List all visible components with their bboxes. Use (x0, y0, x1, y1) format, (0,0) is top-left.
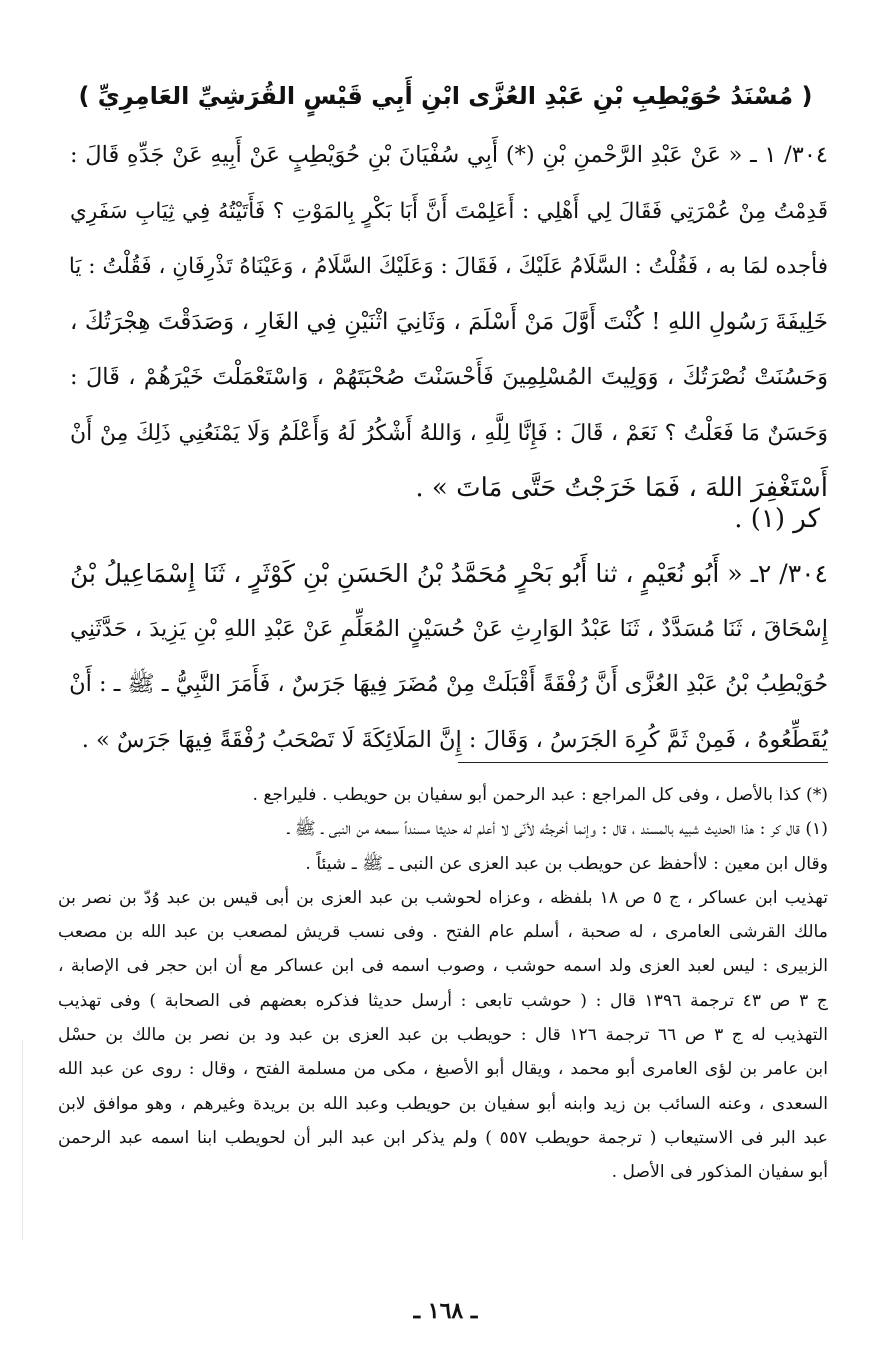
footnote-line: (*) كذا بالأصل ، وفى كل المراجع : عبد الرحمن أبو سفيان بن حويطب . فليراجع . (252, 785, 828, 805)
footnote-line: ج ٣ ص ٤٣ ترجمة ١٣٩٦ قال : ( حوشب تابعى : أرسل حديثا فذكره بعضهم فى الصحابة ) وفى تهذيب (58, 990, 828, 1011)
hadith-1-line: خَلِيفَةَ رَسُولِ اللهِ ! كُنْتَ أَوَّلَ مَنْ أَسْلَمَ ، وَثَانِيَ اثْنَيْنِ فِي الغَارِ ، وَصَدَقْتَ هِجْرَتُكَ ، (70, 308, 828, 335)
footnote-line: الزبيرى : ليس لعبد العزى ولد اسمه حوشب ، وصوب اسمه فى ابن عساكر مع أن ابن حجر فى الإصابة ، (58, 956, 828, 977)
footnote-divider (458, 762, 828, 763)
hadith-1-line: قَدِمْتُ مِنْ عُمْرَتِي فَقَالَ لِي أَهْلِي : أَعَلِمْتَ أَنَّ أَبَا بَكْرٍ بِالمَوْتِ ؟ فَأَتَيْتُهُ فِي ثِيَابِ سَفَرِي (70, 198, 828, 224)
footnote-line: السعدى ، وعنه السائب بن زيد وابنه أبو سفيان بن حويطب وعبد الله بن بريدة وغيرهم ، وهو موافق لابن (58, 1093, 828, 1114)
hadith-2-line: إِسْحَاقَ ، ثَنَا مُسَدَّدٌ ، ثَنَا عَبْدُ الوَارِثِ عَنْ حُسَيْنٍ المُعَلِّمِ عَنْ عَبْدِ اللهِ بْنِ يَزِيدَ ، حَدَّثَنِي (70, 615, 828, 642)
hadith-1-line: وَحَسُنَتْ نُصْرَتُكَ ، وَوَلِيتَ المُسْلِمِينَ فَأَحْسَنْتَ صُحْبَتَهُمْ ، وَاسْتَعْمَلْتَ خَيْرَهُمْ ، قَالَ : (70, 364, 828, 390)
hadith-1-line: ٣٠٤/ ١ ـ « عَنْ عَبْدِ الرَّحْمنِ بْنِ (*) أَبِي سُفْيَانَ بْنِ حُوَيْطِبٍ عَنْ أَبِيهِ عَنْ جَدِّهِ قَالَ : (70, 142, 828, 168)
footnote-line: مالك القرشى العامرى ، له صحبة ، أسلم عام الفتح . وفى نسب قريش لمصعب بن عبد الله بن مصعب (58, 922, 828, 943)
hadith-1-line: فأجده لمَا به ، فَقُلْتُ : السَّلَامُ عَلَيْكَ ، فَقَالَ : وَعَلَيْكَ السَّلَامُ ، وَعَيْنَاهُ تَذْرِفَانِ ، فَقُلْتُ : يَا (68, 254, 828, 279)
footnote-line: أبو سفيان المذكور فى الأصل . (611, 1162, 828, 1183)
footnote-line: (١) قال كر : هذا الحديث شبيه بالمسند ، قال : وإنما أخرجتُه لأنّى لا أعلم له حديثا مسنداً سمعه من النبى ـ ﷺ ـ (287, 819, 828, 840)
footnotes (58, 778, 828, 1190)
footnote-line: تهذيب ابن عساكر ، ج ٥ ص ١٨ بلفظه ، وعزاه لحوشب بن عبد العزى بن أبى قيس بن عبد وُدّ بن نصر بن (58, 887, 828, 908)
hadith-2-line: ٣٠٤/ ٢ـ « أَبُو نُعَيْمٍ ، ثنا أَبُو بَحْرٍ مُحَمَّدُ بْنُ الحَسَنِ بْنِ كَوْثَرٍ ، ثَنَا إِسْمَاعِيلُ بْنُ (69, 559, 828, 588)
footnote-line: وقال ابن معين : لاأحفظ عن حويطب بن عبد العزى عن النبى ـ ﷺ ـ شيئاً . (305, 853, 828, 874)
hadith-1 (70, 128, 828, 517)
scan-margin-shadow (22, 1040, 23, 1240)
footnote-line: التهذيب له ج ٣ ص ٦٦ ترجمة ١٢٦ قال : حويطب بن عبد العزى بن عبد ود بن نصر بن مالك بن حسْل (58, 1025, 828, 1046)
hadith-1-source-ref (70, 494, 828, 544)
source-ref-text: كر (١) . (734, 504, 820, 534)
section-heading: ( مُسْنَدُ حُوَيْطِبِ بْنِ عَبْدِ العُزَّى ابْنِ أَبِي قَيْسٍ القُرَشِيِّ العَامِرِيِّ ) (78, 82, 813, 110)
hadith-1-line: أَسْتَغْفِرَ اللهَ ، فَمَا خَرَجْتُ حَتَّى مَاتَ » . (415, 473, 828, 503)
page-number: ـ ١٦٨ ـ (413, 1298, 478, 1324)
hadith-1-line: وَحَسَنٌ مَا فَعَلْتُ ؟ نَعَمْ ، قَالَ : فَإِنَّا لِلَّهِ ، وَاللهُ أَشْكُرُ لَهُ وَأَعْلَمُ وَلَا يَمْنَعُنِي ذَلِكَ مِنْ أَنْ (70, 420, 828, 446)
hadith-2-line: حُوَيْطِبُ بْنُ عَبْدِ العُزَّى أَنَّ رُفْقَةً أَقْبَلَتْ مِنْ مُضَرَ فِيهَا جَرَسٌ ، فَأَمَرَ النَّبِيُّ ـ ﷺ ـ : أَنْ (69, 671, 828, 697)
footnote-line: عبد البر فى الاستيعاب ( ترجمة حويطب ٥٥٧ ) ولم يذكر ابن عبد البر أن لحويطب ابنا اسمه عبد الرحمن (58, 1127, 828, 1148)
hadith-2 (70, 546, 828, 768)
hadith-2-line: يُقَطِّعُوهُ ، فَمِنْ ثَمَّ كُرِهَ الجَرَسُ ، وَقَالَ : إِنَّ المَلَائِكَةَ لَا تَصْحَبُ رُفْقَةً فِيهَا جَرَسٌ » . (81, 726, 828, 753)
footnote-line: ابن عامر بن لؤى العامرى أبو محمد ، ويقال أبو الأصبغ ، مكى من مسلمة الفتح ، وقال : روى عن عبد الله (58, 1059, 828, 1080)
